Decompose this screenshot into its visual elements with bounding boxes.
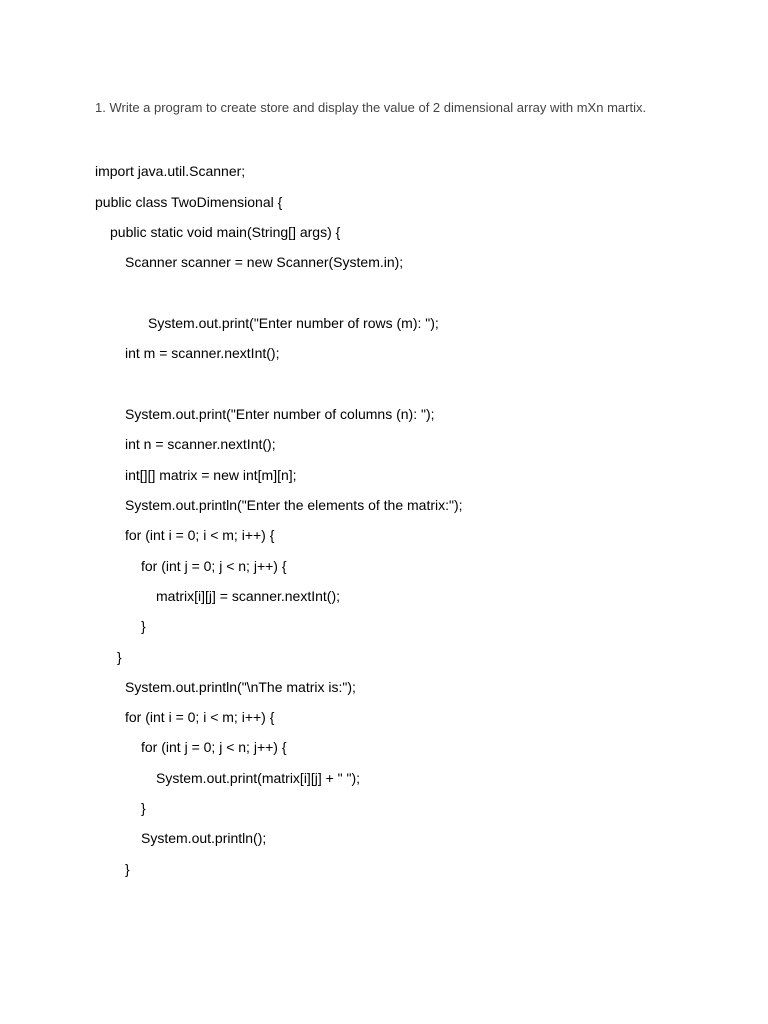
code-line: } (141, 618, 146, 634)
code-line: for (int j = 0; j < n; j++) { (141, 739, 287, 755)
code-line: matrix[i][j] = scanner.nextInt(); (156, 588, 341, 604)
code-line: int n = scanner.nextInt(); (125, 436, 276, 452)
code-line: int m = scanner.nextInt(); (125, 345, 280, 361)
code-line: public static void main(String[] args) { (110, 224, 341, 240)
code-line: System.out.print("Enter number of columns (n): "); (125, 406, 435, 422)
question-text: 1. Write a program to create store and display the value of 2 dimensional array with mXn martix. (95, 100, 647, 115)
code-line: } (125, 861, 130, 877)
code-line: Scanner scanner = new Scanner(System.in); (125, 254, 404, 270)
code-line: System.out.print(matrix[i][j] + " "); (156, 770, 361, 786)
code-line: System.out.println("Enter the elements of the matrix:"); (125, 497, 463, 513)
code-line: import java.util.Scanner; (95, 163, 246, 179)
code-line: for (int i = 0; i < m; i++) { (125, 709, 275, 725)
code-line: } (141, 800, 146, 816)
code-line: System.out.println("\nThe matrix is:"); (125, 679, 356, 695)
code-line: for (int i = 0; i < m; i++) { (125, 527, 275, 543)
code-line: System.out.print("Enter number of rows (m): "); (148, 315, 439, 331)
code-line: } (117, 649, 122, 665)
code-line: public class TwoDimensional { (95, 194, 283, 210)
code-line: System.out.println(); (141, 830, 267, 846)
code-line: int[][] matrix = new int[m][n]; (125, 467, 297, 483)
code-line: for (int j = 0; j < n; j++) { (141, 558, 287, 574)
